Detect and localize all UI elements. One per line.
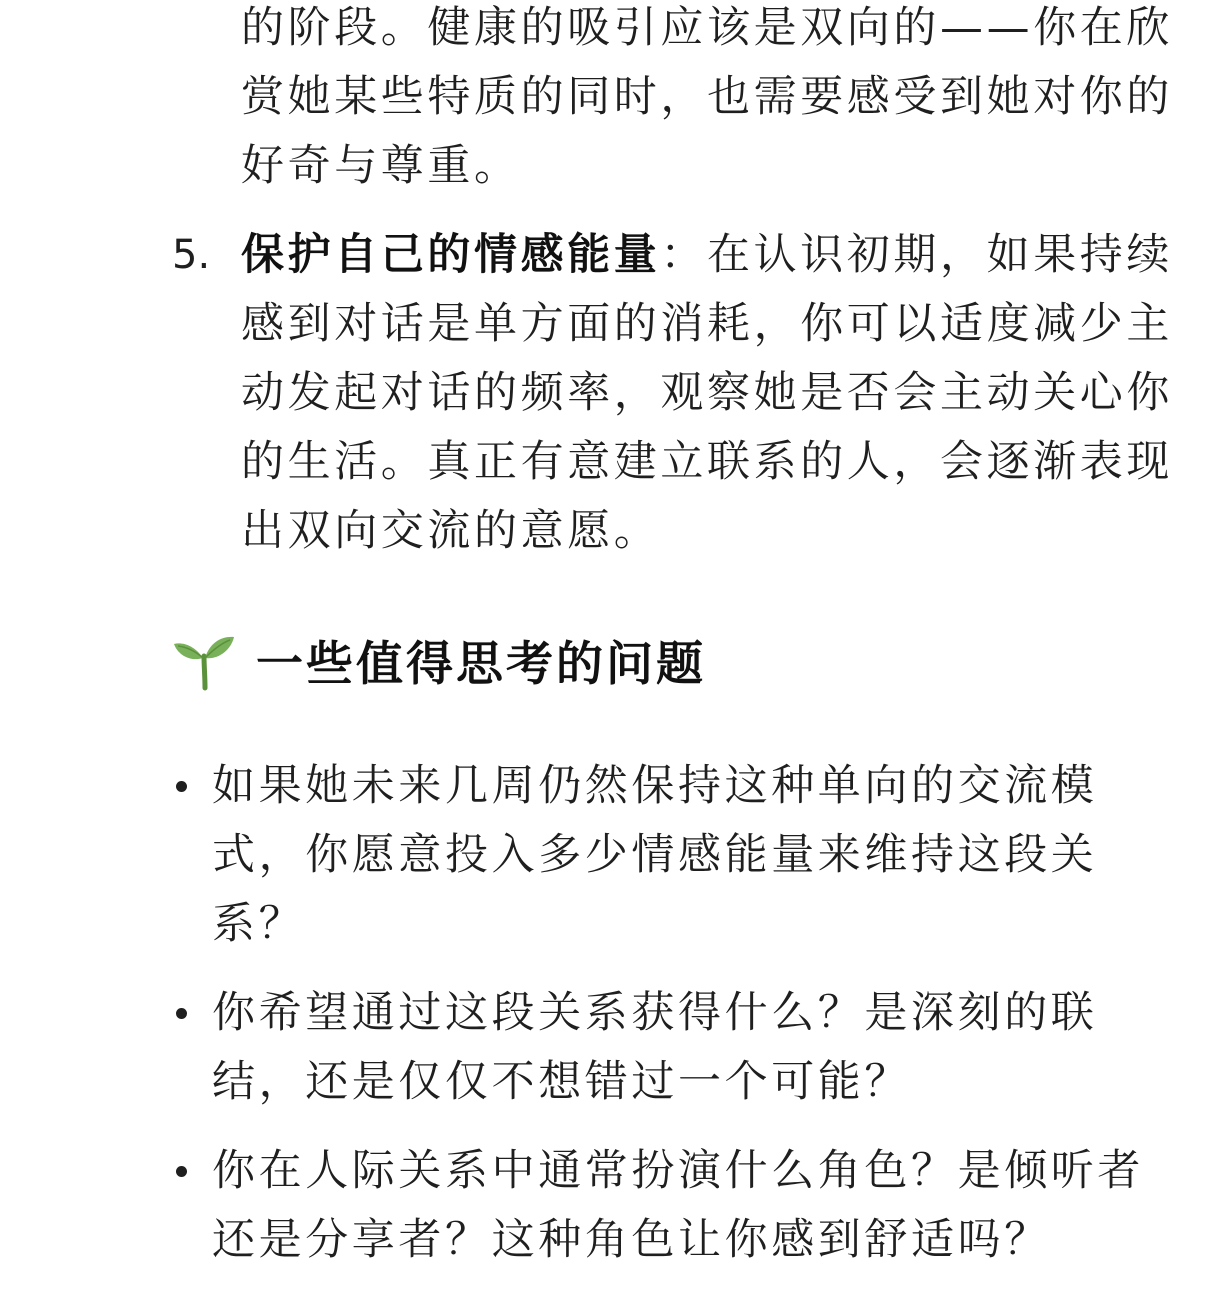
question-text: 你希望通过这段关系获得什么？是深刻的联结，还是仅仅不想错过一个可能？ bbox=[212, 988, 1098, 1107]
seedling-icon bbox=[172, 628, 236, 692]
list-item-continuation-text: 的阶段。健康的吸引应该是双向的——你在欣赏她某些特质的同时，也需要感受到她对你的好奇与尊重。 bbox=[241, 3, 1173, 191]
list-item bbox=[172, 752, 1182, 959]
list-item bbox=[172, 1137, 1182, 1275]
question-text: 如果她未来几周仍然保持这种单向的交流模式，你愿意投入多少情感能量来维持这段关系？ bbox=[212, 761, 1098, 949]
list-item-number: 5. bbox=[172, 232, 211, 278]
question-text: 你在人际关系中通常扮演什么角色？是倾听者还是分享者？这种角色让你感到舒适吗？ bbox=[212, 1146, 1144, 1265]
list-item-title: 保护自己的情感能量 bbox=[241, 230, 661, 280]
section-title: 一些值得思考的问题 bbox=[256, 636, 706, 692]
list-item bbox=[172, 979, 1182, 1117]
bullet-dot-icon bbox=[176, 1166, 187, 1177]
section-heading bbox=[172, 625, 706, 695]
question-list bbox=[172, 752, 1182, 1295]
bullet-dot-icon bbox=[176, 1008, 187, 1019]
list-item-body: ：在认识初期，如果持续感到对话是单方面的消耗，你可以适度减少主动发起对话的频率，观察她是否会主动关心你的生活。真正有意建立联系的人，会逐渐表现出双向交流的意愿。 bbox=[241, 230, 1174, 556]
bullet-dot-icon bbox=[176, 781, 187, 792]
list-item-5 bbox=[241, 221, 1181, 566]
